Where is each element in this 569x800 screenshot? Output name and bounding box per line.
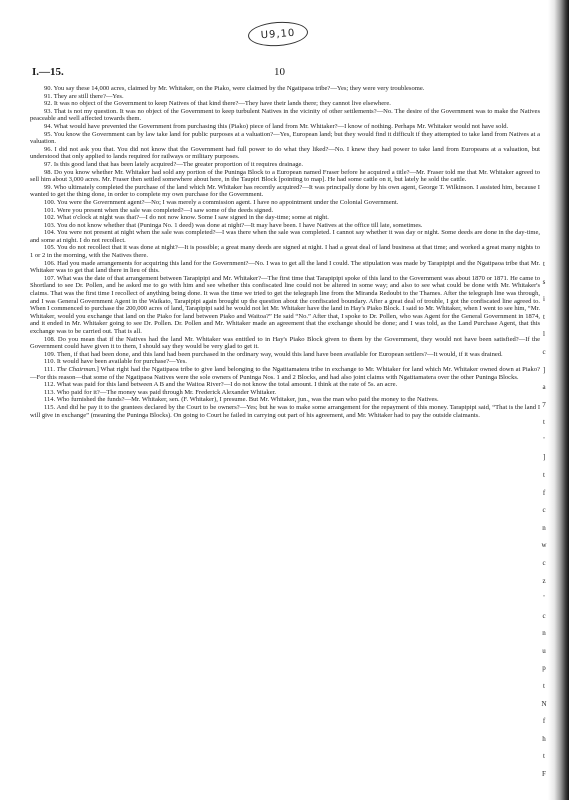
margin-fragment: ' <box>543 435 545 444</box>
margin-fragment: 7 <box>542 400 546 409</box>
question-paragraph: 99. Who ultimately completed the purchase of the land which Mr. Whitaker has recently acquired?—It was principally done by his own agent, George T. Wilkinson. I assisted him, because I wanted to get the thing done, in order to complete my own purchase for the Government. <box>30 183 540 199</box>
margin-fragment: n <box>542 629 546 638</box>
speaker-name: The Chairman. <box>56 365 97 373</box>
question-paragraph: 109. Then, if that had been done, and this land had been purchased in the ordinary way, would this land have been available for European settlers?—It would, if it was drained. <box>44 350 503 358</box>
document-body <box>30 85 540 419</box>
question-paragraph: 108. Do you mean that if the Natives had the land Mr. Whitaker was entitled to in Hay's Piako Block given to them by the Government, they would not have been satisfied?—If the Government could have given it to them, I should say they would be very glad to get it. <box>30 335 540 351</box>
margin-fragment: l <box>543 330 545 339</box>
question-paragraph: 101. Were you present when the sale was completed?—I saw some of the deeds signed. <box>44 206 274 214</box>
margin-fragment: c <box>542 506 546 515</box>
margin-fragment: F <box>542 770 546 778</box>
question-paragraph: 112. What was paid for this land between A B and the Waitoa River?—I do not know the total amount. I think at the rate of 5s. an acre. <box>44 381 398 389</box>
archive-stamp <box>247 20 309 48</box>
margin-fragment: c <box>542 558 546 567</box>
margin-fragment: t <box>543 752 545 761</box>
margin-fragment: p <box>542 664 546 673</box>
margin-fragment: ] <box>542 365 546 374</box>
question-paragraph: 102. What o'clock at night was that?—I do not now know. Some I saw signed in the day-time; some at night. <box>44 214 329 222</box>
stamp-text: U9,10 <box>260 27 296 41</box>
question-paragraph: 91. They are still there?—Yes. <box>44 92 124 100</box>
question-paragraph: 115. And did he pay it to the grantees declared by the Court to be owners?—Yes; but he was to make some arrangement for the repayment of this money. Tarapipipi said, “That is the land I will give in exchange” (meaning the Puninga Blocks). On going to Court he failed in carrying out part of his agreement, and Mr. Whitaker had to pay the outside claimants. <box>30 403 540 419</box>
margin-fragment: f <box>542 717 546 726</box>
question-paragraph: 90. You say these 14,000 acres, claimed by Mr. Whitaker, on the Piako, were claimed by the Ngatipaoa tribe?—Yes; they were very troublesome. <box>44 85 425 92</box>
margin-fragment: s <box>542 277 546 286</box>
margin-fragment: ' <box>543 594 545 603</box>
question-paragraph: 98. Do you know whether Mr. Whitaker had sold any portion of the Puninga Block to a European named Fraser before he acquired a title?—Mr. Fraser told me that Mr. Whitaker agreed to sell him about 3,000 acres. Mr. Fraser then settled somewhere about here, in the Taupiri Block [pointing to map]. He had some cattle on it, but lately he sold the cattle. <box>30 168 540 184</box>
question-paragraph: 111. The Chairman.] What right had the Ngatipaoa tribe to give land belonging to the Ngatitamatera tribe in exchange to Mr. Whitaker for land which Mr. Whitaker owned down at Piako?—For this reason—that some of the Ngatipaoa Natives were the sole owners of Puninga Nos. 1 and 2 Blocks, and had also joint claims with Ngatitamatera over the other Puninga Blocks. <box>30 365 540 381</box>
margin-fragment: i <box>543 295 545 304</box>
document-reference: I.—15. <box>32 66 64 78</box>
question-paragraph: 107. What was the date of that arrangement between Tarapipipi and Mr. Whitaker?—The first time that Tarapipipi spoke of this land to the Government was about 1870 or 1871. He came to Shortland to see Dr. Pollen, and he asked me to go with him and see whether this confiscated line could not be altered in some way; and also to see what could be done with Mr. Whitaker's claims. That was the first time I recollect of anything being done. It was the time we tried to get the telegraph line from the Miranda Redoubt to the Thames. After the telegraph line was through, and I was General Government Agent in the Waikato, Tarapipipi again brought up the question about the confiscated boundary. After a great deal of trouble, I got the confiscated line agreed to. When I commenced to purchase the 200,000 acres of land, Tarapipipi said he would not let Mr. Whitaker have the land in Hay's Piako Block. I said to Mr. Whitaker, when I went to see him, “Mr. Whitaker, would you exchange that land on the Piako for land between Piako and Waitoa?” He said “No.” After that, I spoke to Dr. Pollen, who was Agent for the General Government in 1874, and it ended in Mr. Whitaker going to see Dr. Pollen. Dr. Pollen and Mr. Whitaker made an agreement that the exchange should be done; and I was told, as the Land Purchase Agent, that this exchange was to be carried out. That is all. <box>30 274 540 335</box>
question-paragraph: 105. You do not recollect that it was done at night?—It is possible; a great many deeds are signed at night. I had a great deal of land business at that time; and worked a great many nights to 1 or 2 in the morning, with the Natives there. <box>30 244 540 260</box>
margin-fragment: a <box>542 383 546 392</box>
scan-edge-shadow <box>548 0 569 800</box>
margin-fragment: t <box>543 312 545 321</box>
question-paragraph: 94. What would have prevented the Government from purchasing this (Piako) piece of land from Mr. Whitaker?—I know of nothing. Perhaps Mr. Whitaker would not have sold. <box>44 122 509 130</box>
margin-fragment: t <box>543 418 545 427</box>
margin-fragment: n <box>542 523 546 532</box>
margin-fragment: u <box>542 646 546 655</box>
margin-fragment: t <box>543 682 545 691</box>
margin-fragment: ] <box>542 453 546 462</box>
question-paragraph: 100. You were the Government agent?—No; I was merely a commission agent. I have no appointment under the Colonial Government. <box>44 198 399 206</box>
question-paragraph: 97. Is this good land that has been lately acquired?—The greater proportion of it requires drainage. <box>44 160 304 168</box>
page-number: 10 <box>274 66 285 78</box>
margin-fragment: f <box>542 488 546 497</box>
margin-fragment: N <box>541 699 547 708</box>
margin-fragment: t <box>543 471 545 480</box>
margin-fragment: w <box>541 541 547 550</box>
question-paragraph: 114. Who furnished the funds?—Mr. Whitaker, sen. (F. Whitaker), I presume. But Mr. Whitaker, jun., was the man who paid the money to the Natives. <box>44 396 439 404</box>
question-paragraph: 110. It would have been available for purchase?—Yes. <box>44 358 187 366</box>
question-paragraph: 96. I did not ask you that. You did not know that the Government had full power to do what they liked?—No. I knew they had power to take land from Europeans at a valuation, but understood that only applied to lands required for railways or military purposes. <box>30 145 540 161</box>
question-paragraph: 93. That is not my question. It was no object of the Government to keep turbulent Natives in the vicinity of other settlements?—No. The desire of the Government was to make the Natives peaceable and well affected towards them. <box>30 107 540 123</box>
question-paragraph: 104. You were not present at night when the sale was completed?—I was there when the sale was completed. I cannot say whether it was day or night. Some deeds are done in the day-time, and some at night. I do not recollect. <box>30 229 540 244</box>
margin-fragment: c <box>542 347 546 356</box>
margin-fragment: h <box>542 734 546 743</box>
question-paragraph: 113. Who paid for it?—The money was paid through Mr. Frederick Alexander Whitaker. <box>44 388 277 396</box>
margin-fragment: t <box>543 260 545 268</box>
question-paragraph: 95. You know the Government can by law take land for public purposes at a valuation?—Yes, European land; but they would find it difficult if they attempted to take land from Natives at a valuation. <box>30 130 540 146</box>
question-paragraph: 106. Had you made arrangements for acquiring this land for the Government?—No. I was to get all the land I could. The stipulation was made by Tarapipipi and the Ngatipaoa tribe that Mr. Whitaker was to get that land there in lieu of this. <box>30 259 540 275</box>
margin-fragment: z <box>542 576 546 585</box>
margin-fragment: c <box>542 611 546 620</box>
question-paragraph: 103. You do not know whether that (Puninga No. 1 deed) was done at night?—It may have been. I have Natives at the office till late, sometimes. <box>44 221 423 229</box>
question-paragraph: 92. It was no object of the Government to keep Natives of that kind there?—They have their lands there; they cannot live elsewhere. <box>44 100 391 108</box>
